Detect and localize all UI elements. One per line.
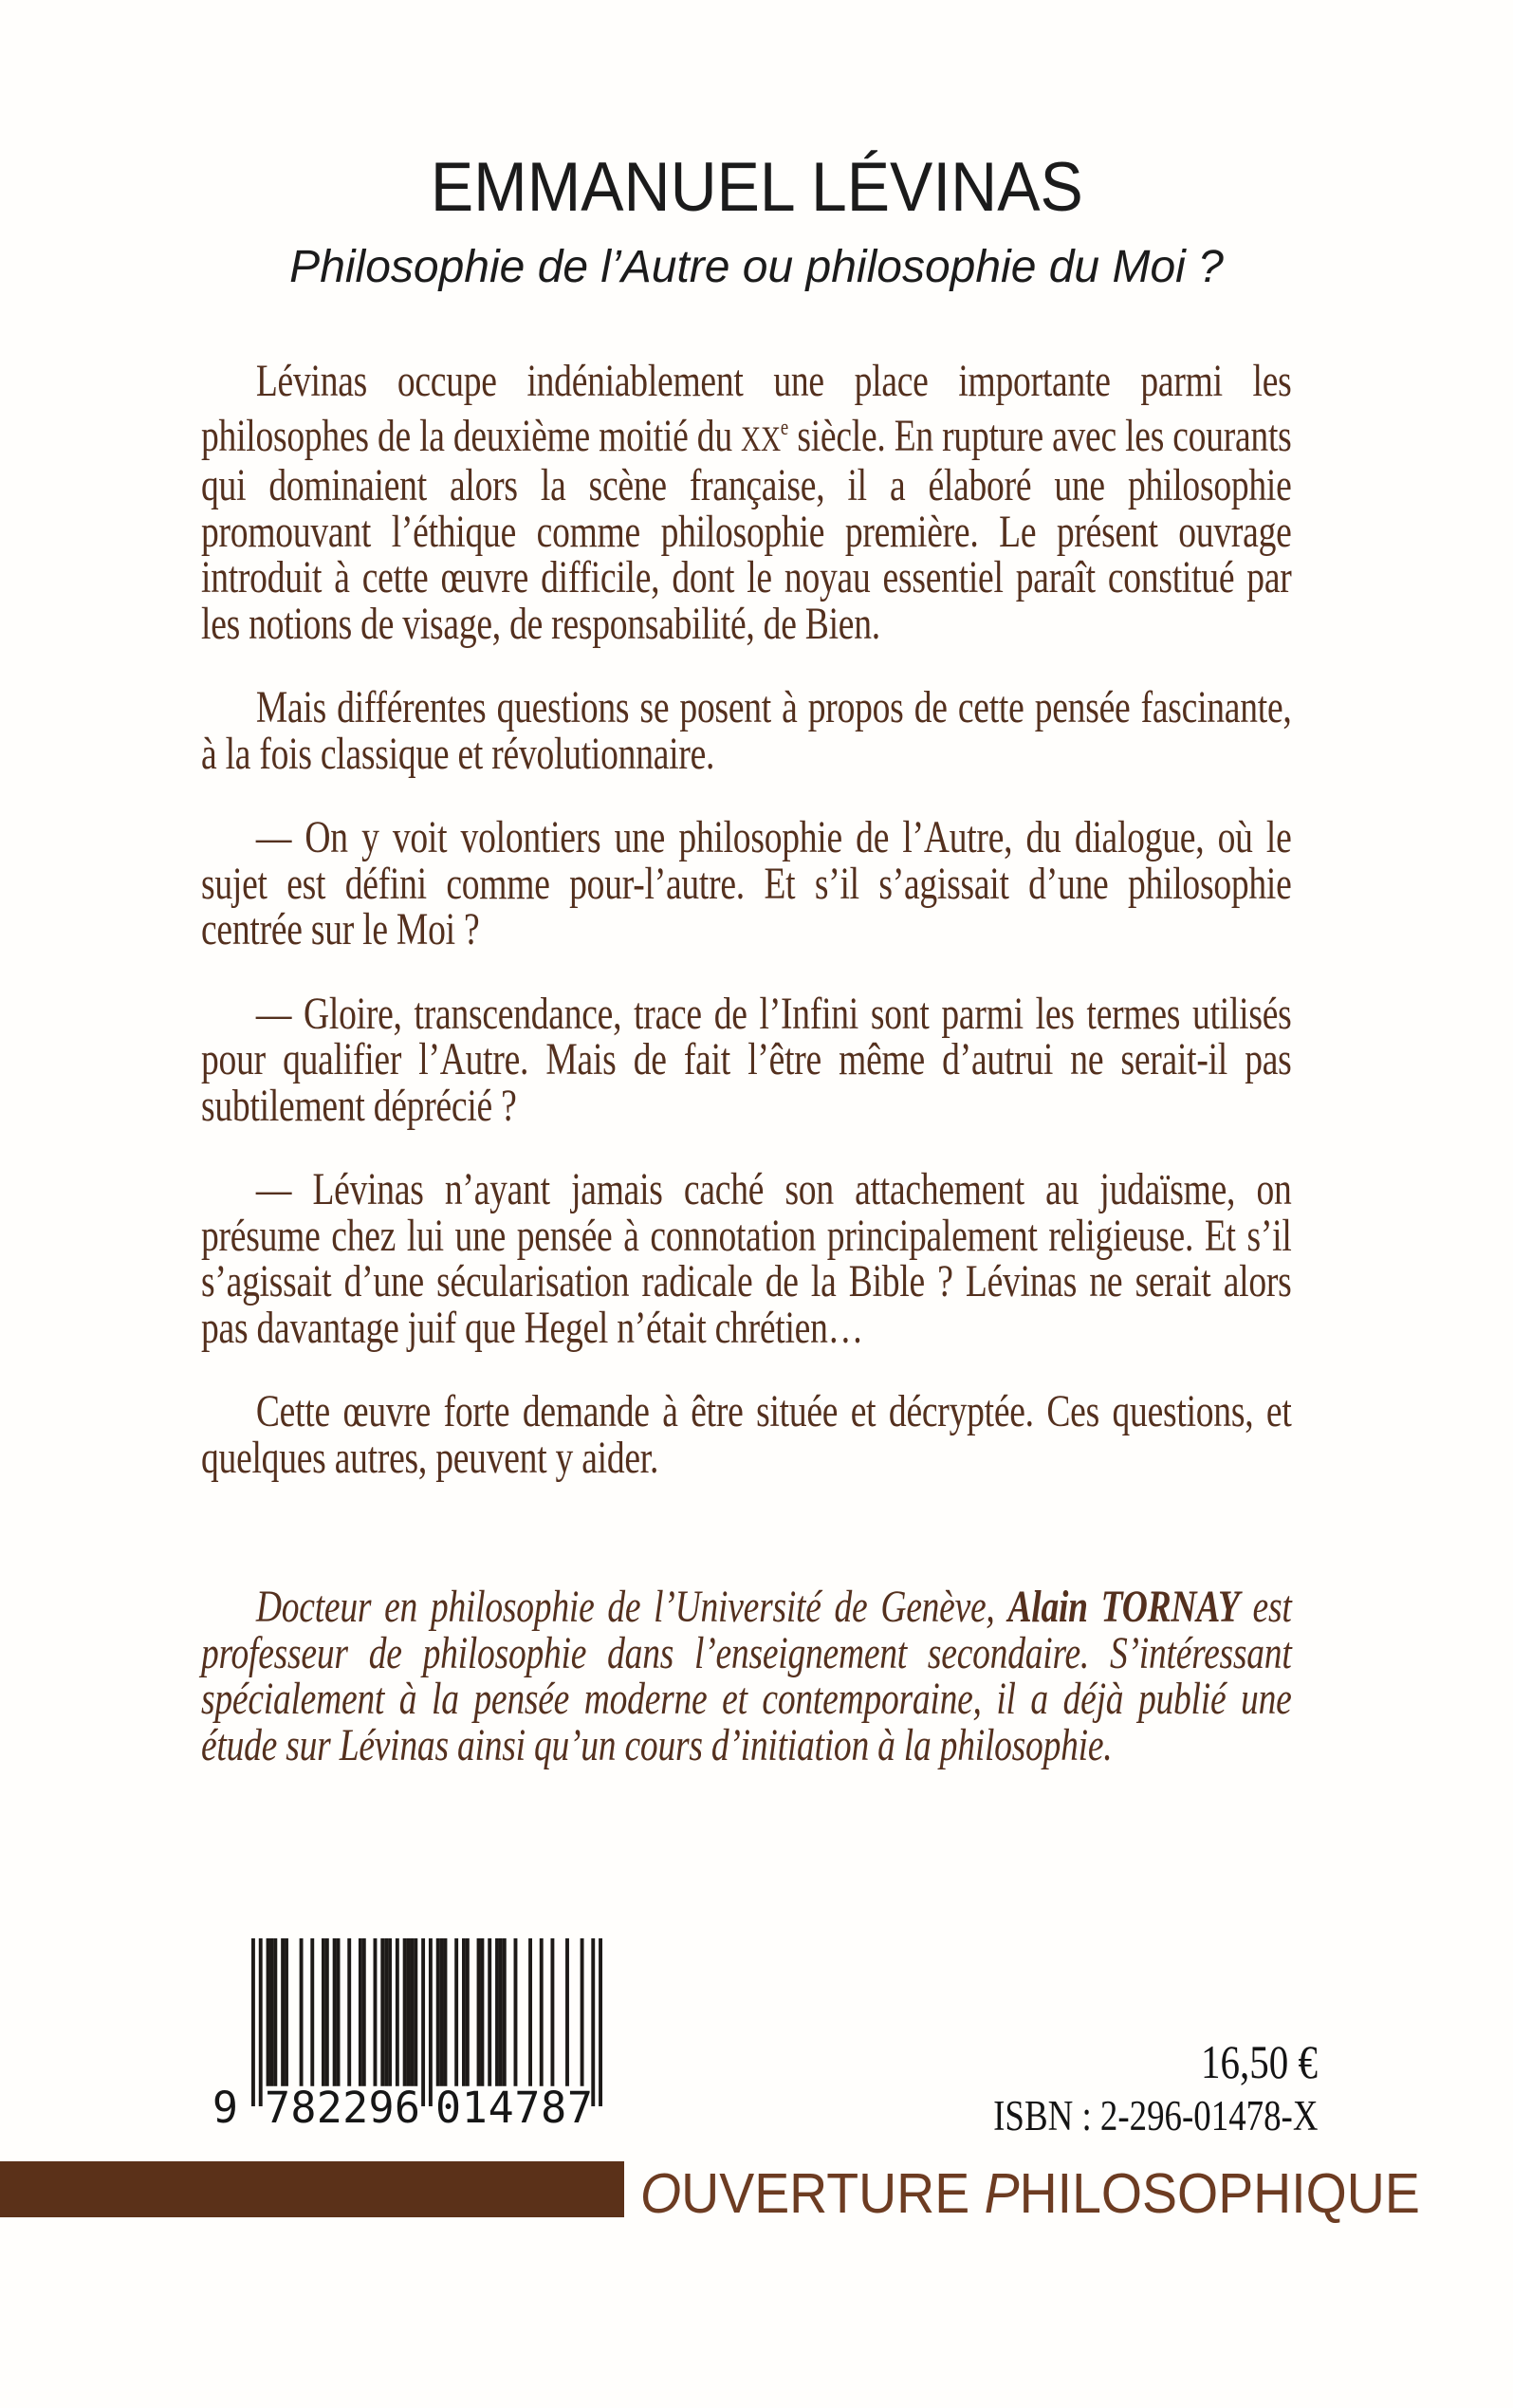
barcode-bar (495, 1938, 499, 2086)
barcode-bar (462, 1938, 466, 2086)
barcode-bar (407, 1938, 411, 2086)
barcode-bar (325, 1938, 329, 2086)
price (922, 2035, 1318, 2088)
barcode-digit: 0 (435, 2083, 462, 2133)
collection-color-bar (0, 2161, 624, 2217)
barcode-bar (384, 1938, 388, 2086)
back-cover-text (201, 356, 1292, 1483)
paragraph (201, 1584, 1292, 1769)
barcode-digits-right (435, 2084, 593, 2133)
barcode-bar (414, 1938, 417, 2086)
paragraph (201, 988, 1292, 1131)
barcode-bar (436, 1938, 440, 2086)
isbn (922, 2088, 1318, 2143)
text-run: — Gloire, transcendance, trace de l’Infini sont parmi les termes utilisés pour qualifier l’Autre. Mais de fait l’être même d’autrui ne serait-il pas subtilement déprécié ? (201, 988, 1292, 1131)
barcode-digit: 8 (290, 2083, 317, 2133)
barcode-digit: 7 (265, 2083, 291, 2133)
barcode-bar (300, 1938, 304, 2086)
barcode-bar (347, 1938, 351, 2086)
barcode-digit: 2 (342, 2083, 369, 2133)
text-run: HILOSOPHIQUE (1019, 2162, 1420, 2225)
barcode-bar (374, 1938, 378, 2086)
barcode-bar (454, 1938, 458, 2086)
barcode-bar (488, 1938, 491, 2086)
barcode-bar (440, 1938, 444, 2086)
text-run: — Lévinas n’ayant jamais caché son attachement au judaïsme, on présume chez lui une pensée à connotation principalement religieuse. Et s’il s’agissait d’une sécularisation radicale de la Bible ? Lévinas ne serait alors pas davantage juif que Hegel n’était chrétien… (201, 1164, 1292, 1353)
barcode-bar (514, 1938, 518, 2086)
barcode-digit: 2 (316, 2083, 342, 2133)
barcode-bar (477, 1938, 481, 2086)
price-text: 16,50 € (1201, 2035, 1318, 2088)
barcode-bar (285, 1938, 288, 2086)
barcode-bar (359, 1938, 362, 2086)
barcode-bar (322, 1938, 325, 2086)
barcode-digits-left (265, 2084, 420, 2133)
barcode-bar (480, 1938, 484, 2086)
book-title-text: EMMANUEL LÉVINAS (430, 149, 1083, 226)
barcode-bar (466, 1938, 470, 2086)
barcode-bar (362, 1938, 366, 2086)
author-bio (201, 1584, 1292, 1769)
text-run: siècle. En rupture avec les courants qui dominaient alors la scène française, il a élaboré une philosophie promouvant l’éthique comme philosophie première. Le présent ouvrage introduit à cette œuvre difficile, dont le noyau essentiel paraît constitué par les notions de visage, de responsabilité, de Bien. (201, 410, 1292, 649)
barcode-bar (267, 1938, 270, 2086)
paragraph (201, 356, 1292, 649)
barcode-bar (540, 1938, 544, 2086)
paragraph (201, 812, 1292, 954)
text-run: Alain TORNAY (1007, 1582, 1240, 1632)
barcode-bar (591, 1938, 595, 2106)
barcode-bar (337, 1938, 341, 2086)
text-run: — On y voit volontiers une philosophie de l’Autre, du dialogue, où le sujet est défini comme pour-l’autre. Et s’il s’agissait d’une philosophie centrée sur le Moi ? (201, 812, 1292, 954)
barcode-bar (380, 1938, 384, 2086)
barcode-bar (528, 1938, 532, 2086)
barcode-bar (259, 1938, 263, 2106)
text-run: est professeur de philosophie dans l’enseignement secondaire. S’intéressant spécialement à la pensée moderne et contemporaine, il a déjà publié une étude sur Lévinas ainsi qu’un cours d’initiation à la philosophie. (201, 1582, 1292, 1770)
pricing-block (922, 2035, 1318, 2143)
text-run: Cette œuvre forte demande à être située et décryptée. Ces questions, et quelques autres, peuvent y aider. (201, 1386, 1292, 1483)
barcode-digit: 9 (368, 2083, 395, 2133)
barcode-bar (599, 1938, 602, 2106)
barcode-bar (403, 1938, 407, 2086)
paragraph (201, 1386, 1292, 1483)
barcode-bar (444, 1938, 448, 2086)
text-run: Mais différentes questions se posent à propos de cette pensée fascinante, à la fois classique et révolutionnaire. (201, 682, 1292, 779)
ean13-barcode (212, 1938, 602, 2138)
barcode-bar (581, 1938, 584, 2086)
text-run: O (640, 2162, 682, 2225)
barcode-bar (565, 1938, 569, 2086)
barcode-digit: 7 (514, 2083, 541, 2133)
barcode-bar (269, 1938, 273, 2086)
isbn-text: ISBN : 2-296-01478-X (992, 2092, 1318, 2139)
barcode-bars (251, 1938, 602, 2106)
book-title (0, 149, 1513, 226)
barcode-digit: 8 (541, 2083, 567, 2133)
barcode-bar (333, 1938, 337, 2086)
barcode-bar (396, 1938, 399, 2086)
barcode-bar (251, 1938, 255, 2106)
barcode-bar (421, 1938, 425, 2106)
text-run: e (780, 415, 789, 440)
barcode-digit: 4 (488, 2083, 514, 2133)
barcode-bar (410, 1938, 414, 2086)
barcode-bar (499, 1938, 503, 2086)
barcode-bar (550, 1938, 554, 2086)
barcode-bar (281, 1938, 285, 2086)
barcode-bar (429, 1938, 433, 2106)
barcode-bar (388, 1938, 392, 2086)
collection-name-text (640, 2162, 1420, 2225)
barcode-digit: 1 (461, 2083, 488, 2133)
text-run: Docteur en philosophie de l’Université de Genève, (255, 1582, 1008, 1632)
barcode-digit: 7 (566, 2083, 593, 2133)
book-subtitle: Philosophie de l’Autre ou philosophie du Moi ? (289, 242, 1224, 292)
text-run: Lévinas occupe indéniablement une place importante parmi les philosophes de la deuxième moitié du (201, 356, 1292, 461)
barcode-bar (273, 1938, 277, 2086)
barcode-bar (503, 1938, 507, 2086)
text-run: P (984, 2162, 1020, 2225)
collection-name (640, 2162, 1469, 2225)
barcode-digit-lead: 9 (212, 2083, 238, 2133)
barcode-bar (310, 1938, 314, 2086)
text-run: UVERTURE (681, 2162, 985, 2225)
paragraph (201, 682, 1292, 779)
barcode-digit: 6 (394, 2083, 420, 2133)
text-run: XX (741, 419, 781, 459)
paragraph (201, 1164, 1292, 1353)
